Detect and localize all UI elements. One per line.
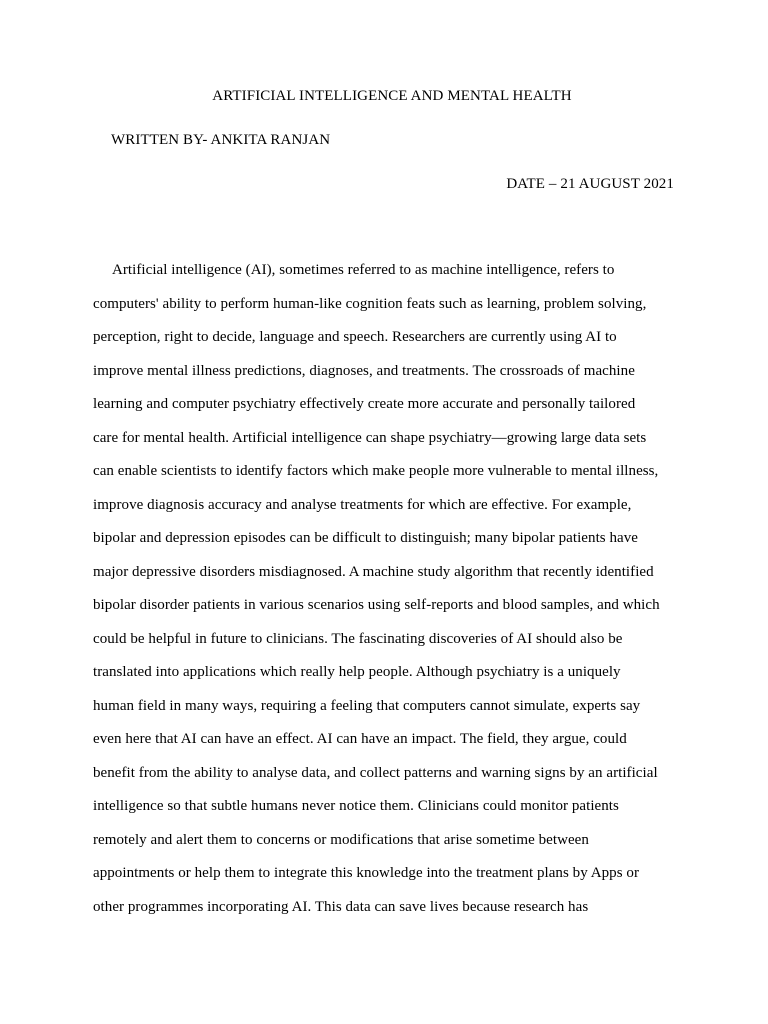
body-line: translated into applications which really help people. Although psychiatry is a uniquely — [93, 664, 621, 680]
author-line: WRITTEN BY- ANKITA RANJAN — [111, 132, 331, 148]
body-line: care for mental health. Artificial intelligence can shape psychiatry—growing large data sets — [93, 429, 647, 446]
document-title: ARTIFICIAL INTELLIGENCE AND MENTAL HEALTH — [212, 88, 572, 104]
body-line: other programmes incorporating AI. This data can save lives because research has — [93, 898, 589, 915]
body-line: learning and computer psychiatry effectively create more accurate and personally tailored — [93, 396, 636, 412]
body-line: remotely and alert them to concerns or modifications that arise sometime between — [93, 831, 589, 848]
body-line: major depressive disorders misdiagnosed. A machine study algorithm that recently identified — [93, 563, 654, 580]
body-line: Artificial intelligence (AI), sometimes referred to as machine intelligence, refers to — [112, 262, 615, 278]
body-line: can enable scientists to identify factors which make people more vulnerable to mental illness, — [93, 463, 659, 479]
body-line: intelligence so that subtle humans never notice them. Clinicians could monitor patients — [93, 798, 619, 814]
body-line: improve diagnosis accuracy and analyse treatments for which are effective. For example, — [93, 496, 632, 513]
body-line: computers' ability to perform human-like cognition feats such as learning, problem solving, — [93, 295, 647, 312]
body-line: appointments or help them to integrate this knowledge into the treatment plans by Apps or — [93, 865, 640, 881]
date-line: DATE – 21 AUGUST 2021 — [506, 176, 674, 192]
body-line: human field in many ways, requiring a feeling that computers cannot simulate, experts say — [93, 697, 641, 714]
body-line: benefit from the ability to analyse data, and collect patterns and warning signs by an artificial — [93, 764, 658, 781]
body-line: even here that AI can have an effect. AI can have an impact. The field, they argue, could — [93, 731, 627, 747]
body-line: improve mental illness predictions, diagnoses, and treatments. The crossroads of machine — [93, 362, 635, 379]
body-line: bipolar disorder patients in various scenarios using self-reports and blood samples, and which — [93, 597, 660, 613]
body-line: bipolar and depression episodes can be difficult to distinguish; many bipolar patients have — [93, 530, 638, 546]
body-line: perception, right to decide, language and speech. Researchers are currently using AI to — [93, 329, 617, 345]
body-line: could be helpful in future to clinicians. The fascinating discoveries of AI should also be — [93, 630, 623, 647]
body-paragraph — [93, 259, 693, 929]
